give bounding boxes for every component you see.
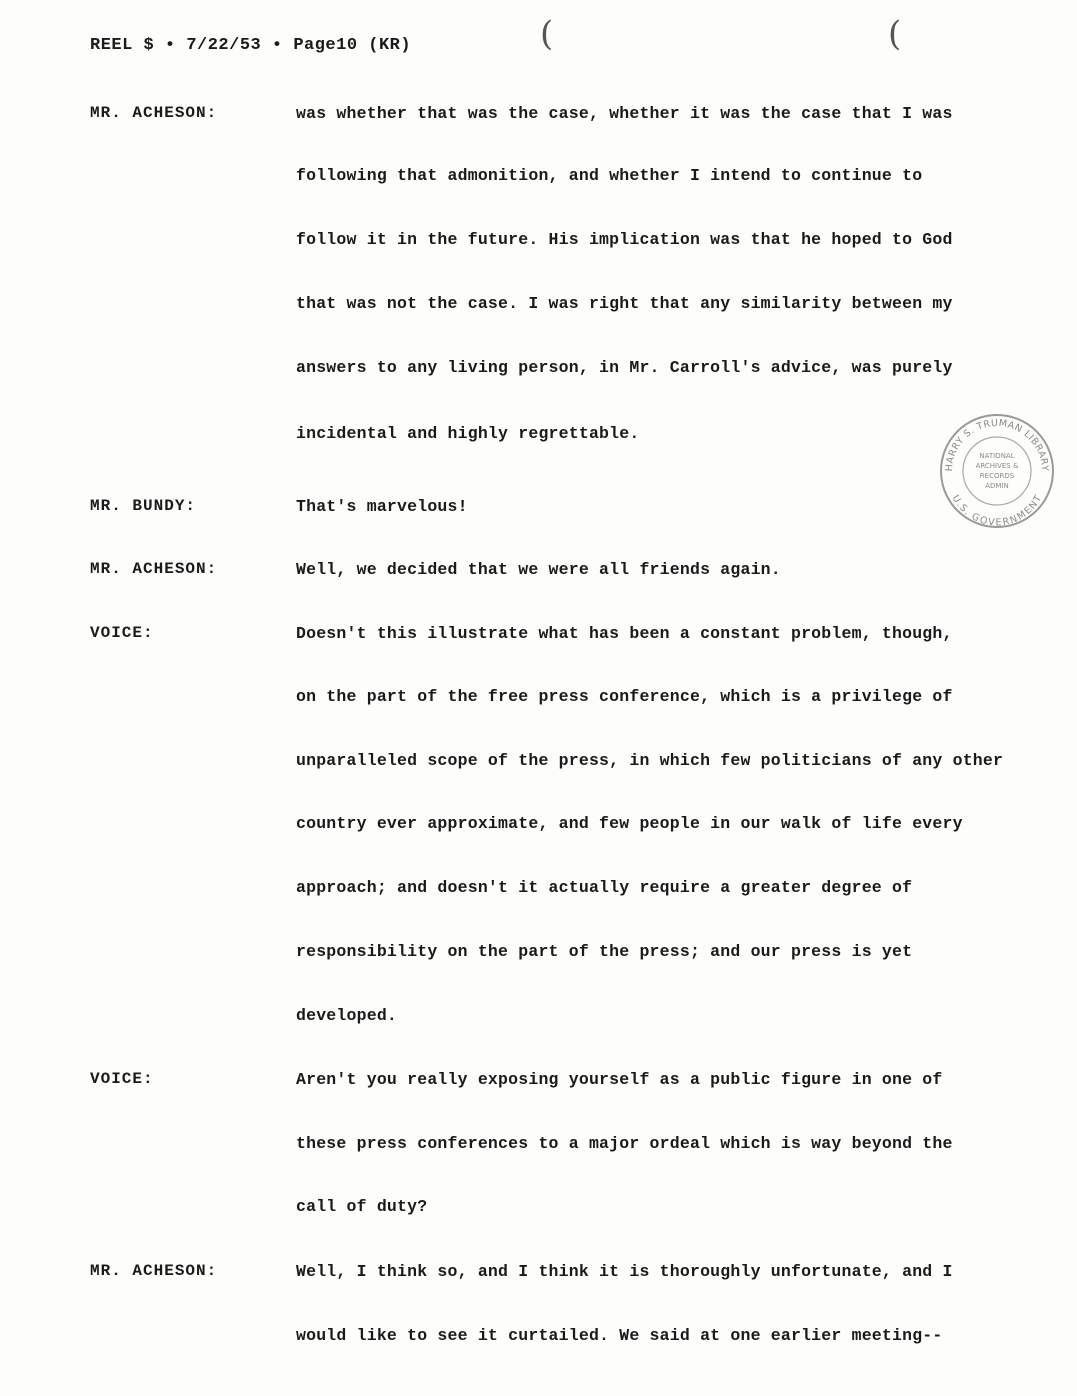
margin-mark: ( — [888, 14, 902, 54]
dialogue-line: Well, I think so, and I think it is thoroughly unfortunate, and I — [296, 1262, 953, 1281]
stamp-inner-text: NATIONAL — [979, 452, 1015, 460]
dialogue-line: unparalleled scope of the press, in which few politicians of any other — [296, 751, 1004, 770]
dialogue-line: Doesn't this illustrate what has been a constant problem, though, — [296, 624, 953, 643]
dialogue-line: That's marvelous! — [296, 497, 468, 516]
stamp-inner-ring — [963, 437, 1031, 505]
stamp-bottom-text: U.S. GOVERNMENT — [949, 493, 1045, 529]
dialogue-line: on the part of the free press conference, which is a privilege of — [296, 687, 953, 706]
dialogue-line: responsibility on the part of the press; and our press is yet — [296, 942, 913, 961]
speaker-label: VOICE: — [90, 624, 154, 642]
margin-mark: ( — [540, 14, 554, 54]
stamp-top-text: HARRY S. TRUMAN LIBRARY — [943, 417, 1051, 472]
speaker-label: MR. ACHESON: — [90, 560, 218, 578]
speaker-label: MR. ACHESON: — [90, 104, 218, 122]
dialogue-line: would like to see it curtailed. We said at one earlier meeting-- — [296, 1326, 943, 1345]
page-header: REEL $ • 7/22/53 • Page10 (KR) — [90, 36, 412, 55]
stamp-inner-text: ADMIN — [985, 482, 1009, 490]
speaker-label: MR. BUNDY: — [90, 497, 197, 515]
speaker-label: MR. ACHESON: — [90, 1262, 218, 1280]
dialogue-line: incidental and highly regrettable. — [296, 424, 640, 443]
dialogue-line: was whether that was the case, whether it was the case that I was — [296, 104, 953, 123]
dialogue-line: call of duty? — [296, 1197, 428, 1216]
dialogue-line: Well, we decided that we were all friends again. — [296, 560, 781, 579]
dialogue-line: country ever approximate, and few people in our walk of life every — [296, 814, 963, 833]
dialogue-line: answers to any living person, in Mr. Carroll's advice, was purely — [296, 358, 953, 377]
dialogue-line: Aren't you really exposing yourself as a public figure in one of — [296, 1070, 943, 1089]
dialogue-line: developed. — [296, 1006, 398, 1025]
speaker-label: VOICE: — [90, 1070, 154, 1088]
dialogue-line: approach; and doesn't it actually require a greater degree of — [296, 878, 913, 897]
dialogue-line: following that admonition, and whether I intend to continue to — [296, 166, 923, 185]
dialogue-line: these press conferences to a major ordeal which is way beyond the — [296, 1134, 953, 1153]
archive-stamp — [938, 412, 1056, 530]
stamp-inner-text: ARCHIVES & — [975, 462, 1019, 470]
dialogue-line: follow it in the future. His implication was that he hoped to God — [296, 230, 953, 249]
dialogue-line: that was not the case. I was right that any similarity between my — [296, 294, 953, 313]
stamp-inner-text: RECORDS — [979, 472, 1015, 480]
